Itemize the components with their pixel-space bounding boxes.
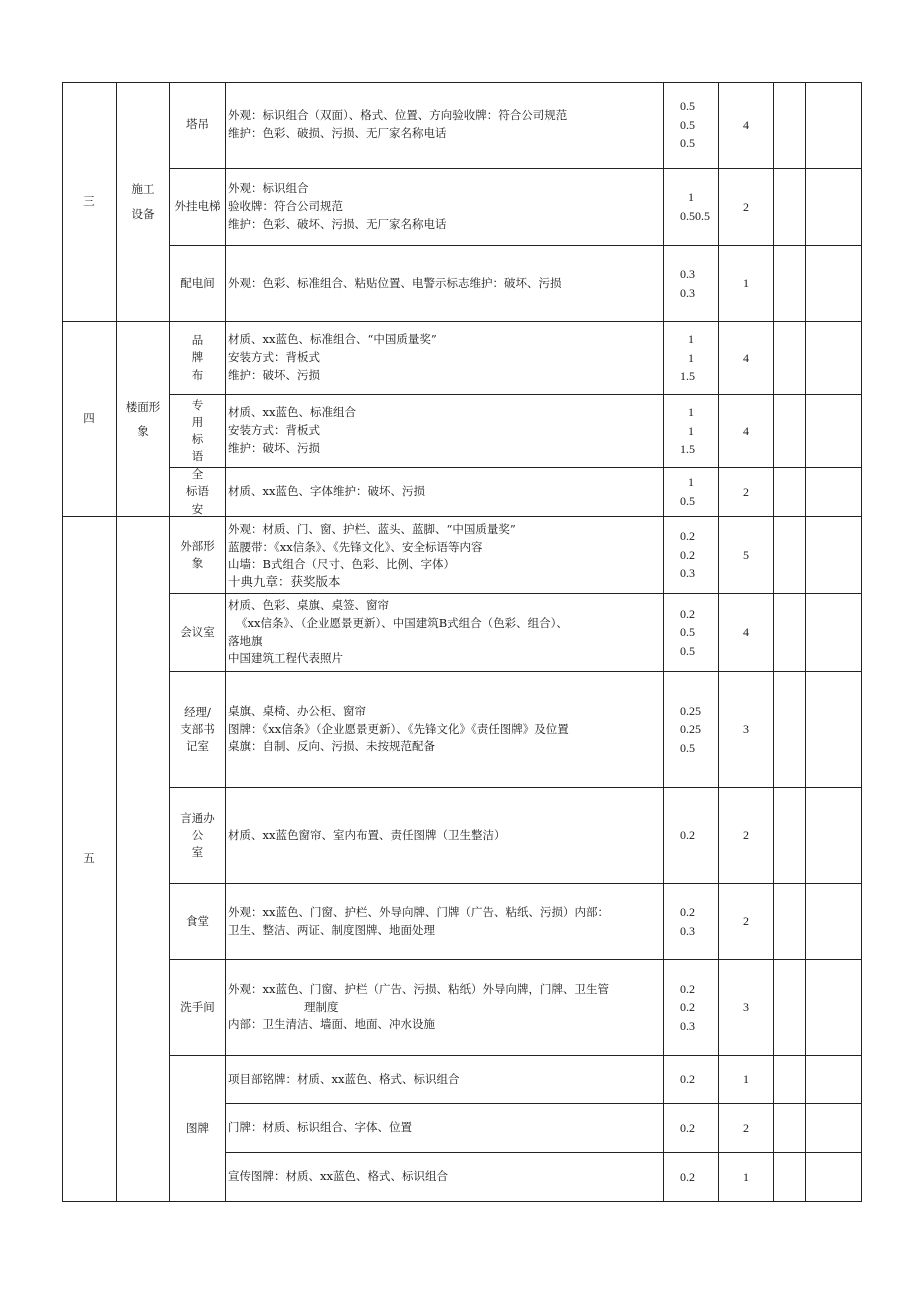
item-total-value: 4 — [743, 117, 749, 132]
item-content-line: 外观：xx蓝色、门窗、护栏、外导向牌、门牌（广告、粘纸、污损）内部： — [228, 904, 609, 919]
item-total-value: 1 — [743, 1072, 749, 1087]
blank-cell-b — [806, 395, 862, 468]
item-score-cell — [664, 82, 719, 169]
item-content-line: 材质、xx蓝色窗帘、室内布置、责任图牌（卫生整洁） — [228, 827, 506, 842]
item-content-line: 桌旗、桌椅、办公柜、窗帘 — [228, 703, 366, 718]
item-score-value: 0.3 — [680, 566, 695, 581]
item-total-value: 2 — [743, 1120, 749, 1135]
item-content-cell — [226, 395, 664, 468]
item-total-cell — [719, 1153, 774, 1202]
item-total-cell — [719, 322, 774, 395]
item-content-cell — [226, 246, 664, 322]
item-content-cell — [226, 672, 664, 788]
item-total-cell — [719, 960, 774, 1056]
item-name-line: 品 — [191, 333, 204, 348]
item-total-value: 2 — [743, 484, 749, 499]
item-score-value: 0.2 — [680, 1169, 695, 1184]
item-total-cell — [719, 788, 774, 884]
item-name-line: 室 — [191, 845, 204, 860]
item-content-line: 安装方式：背板式 — [228, 350, 320, 365]
item-total-value: 2 — [743, 199, 749, 214]
item-score-value: 0.25 — [680, 722, 701, 737]
item-name-line: 经理/ — [184, 704, 211, 719]
item-total-value: 4 — [743, 423, 749, 438]
item-name-cell — [170, 594, 226, 672]
item-score-cell — [664, 960, 719, 1056]
item-score-cell — [664, 788, 719, 884]
item-score-value: 0.5 — [680, 494, 695, 508]
blank-cell-b — [806, 1056, 862, 1104]
blank-cell-a — [774, 246, 806, 322]
blank-cell-a — [774, 82, 806, 169]
section-number-cell — [62, 82, 117, 322]
category-label-line: 楼面形 — [125, 399, 161, 414]
item-content-line: 落地旗 — [228, 633, 263, 648]
item-score-cell — [664, 322, 719, 395]
item-content-line: 门牌：材质、标识组合、字体、位置 — [228, 1120, 412, 1135]
item-score-value: 0.5 — [680, 740, 695, 755]
category-label-line: 施工 — [131, 182, 155, 197]
category-label-line: 设备 — [131, 206, 155, 221]
category-label-line: 象 — [137, 424, 149, 438]
item-score-cell — [664, 672, 719, 788]
item-score-cell — [664, 594, 719, 672]
evaluation-table — [62, 82, 862, 1202]
item-total-cell — [719, 884, 774, 960]
item-name-line: 塔吊 — [186, 117, 209, 132]
item-content-cell — [226, 169, 664, 246]
item-content-line: 外观：材质、门、窗、护栏、蓝头、蓝脚、“中国质量奖” — [228, 521, 516, 536]
item-score-cell — [664, 517, 719, 594]
item-content-line: 《xx信条》、（企业愿景更新）、中国建筑B式组合（色彩、组合）、 — [236, 615, 568, 630]
item-name-cell — [170, 960, 226, 1056]
item-content-line: 维护：色彩、破损、污损、无厂家名称电话 — [228, 126, 447, 140]
item-name-cell — [170, 82, 226, 169]
item-name-cell — [170, 395, 226, 468]
item-content-line: 项目部铭牌：材质、xx蓝色、格式、标识组合 — [228, 1071, 460, 1086]
item-name-line: 用 — [191, 414, 204, 429]
item-total-value: 2 — [743, 828, 749, 843]
item-name-line: 外部形 — [180, 538, 215, 553]
item-score-value: 0.2 — [680, 1072, 695, 1087]
item-score-value: 0.25 — [680, 703, 701, 718]
item-content-line: 宣传图牌：材质、xx蓝色、格式、标识组合 — [228, 1169, 448, 1184]
item-content-line: 维护：色彩、破坏、污损、无厂家名称电话 — [228, 216, 447, 231]
item-score-value: 1 — [688, 405, 694, 420]
blank-cell-a — [774, 395, 806, 468]
blank-cell-b — [806, 594, 862, 672]
item-content-line: 维护：破坏、污损 — [228, 367, 320, 382]
item-score-value: 0.2 — [680, 904, 695, 919]
item-content-line: 卫生、整洁、两证、制度图牌、地面处理 — [228, 922, 435, 937]
item-content-line: 内部：卫生清洁、墙面、地面、冲水设施 — [228, 1017, 435, 1032]
blank-cell-b — [806, 884, 862, 960]
item-total-value: 1 — [743, 276, 749, 291]
item-content-line: 材质、xx蓝色、标准组合、“中国质量奖” — [228, 332, 437, 347]
item-content-cell — [226, 1104, 664, 1153]
item-content-line: 外观：xx蓝色、门窗、护栏（广告、污损、粘纸）外导向牌，门牌、卫生管 — [228, 981, 609, 996]
item-content-cell — [226, 594, 664, 672]
item-name-cell — [170, 517, 226, 594]
item-content-cell — [226, 517, 664, 594]
item-name-line: 支部书 — [180, 721, 215, 736]
item-name-line: 食堂 — [186, 913, 209, 928]
item-name-line: 专 — [191, 397, 204, 412]
category-cell — [117, 322, 170, 517]
item-name-line: 布 — [191, 367, 204, 382]
blank-cell-b — [806, 468, 862, 517]
item-name-line: 外挂电梯 — [174, 199, 221, 214]
section-number: 五 — [83, 851, 95, 866]
item-content-line: 中国建筑工程代表照片 — [228, 651, 343, 666]
blank-cell-b — [806, 788, 862, 884]
category-cell — [117, 517, 170, 1202]
item-content-cell — [226, 960, 664, 1056]
item-score-value: 0.5 — [680, 625, 695, 640]
item-name-line: 洗手间 — [180, 999, 215, 1014]
item-score-cell — [664, 246, 719, 322]
section-number-cell — [62, 322, 117, 517]
item-name-line: 牌 — [191, 350, 204, 365]
blank-cell-a — [774, 672, 806, 788]
item-name-line: 言通办 — [180, 810, 215, 825]
item-score-value: 0.5 — [680, 117, 695, 132]
item-content-line: 外观：色彩、标准组合、粘贴位置、电警示标志维护：破坏、污损 — [228, 275, 562, 290]
item-score-cell — [664, 468, 719, 517]
item-name-line: 标语 — [186, 484, 209, 499]
blank-cell-a — [774, 1153, 806, 1202]
item-total-value: 3 — [743, 722, 749, 737]
item-total-cell — [719, 395, 774, 468]
item-score-value: 1 — [688, 190, 694, 205]
blank-cell-a — [774, 468, 806, 517]
item-score-value: 1.5 — [680, 369, 695, 384]
item-total-cell — [719, 1056, 774, 1104]
item-total-cell — [719, 594, 774, 672]
item-score-value: 0.2 — [680, 1120, 695, 1135]
item-content-cell — [226, 788, 664, 884]
item-content-line: 安装方式：背板式 — [228, 423, 320, 438]
item-score-value: 1 — [688, 332, 694, 347]
item-total-cell — [719, 672, 774, 788]
blank-cell-a — [774, 788, 806, 884]
item-score-value: 0.3 — [680, 285, 695, 300]
item-score-value: 0.2 — [680, 529, 695, 544]
blank-cell-b — [806, 517, 862, 594]
item-score-value: 0.2 — [680, 606, 695, 621]
blank-cell-a — [774, 517, 806, 594]
blank-cell-a — [774, 1104, 806, 1153]
blank-cell-a — [774, 1056, 806, 1104]
blank-cell-a — [774, 884, 806, 960]
item-content-cell — [226, 1153, 664, 1202]
item-total-value: 2 — [743, 914, 749, 929]
item-score-cell — [664, 884, 719, 960]
item-score-value: 1 — [688, 423, 694, 438]
item-score-value: 0.5 — [680, 136, 695, 151]
blank-cell-b — [806, 1104, 862, 1153]
section-number: 三 — [83, 193, 95, 208]
item-score-cell — [664, 1153, 719, 1202]
item-content-line: 理制度 — [304, 999, 339, 1014]
item-name-line: 语 — [191, 449, 204, 464]
item-content-line: 十典九章：获奖版本 — [228, 574, 341, 590]
item-content-line: 验收牌：符合公司规范 — [228, 199, 343, 214]
item-score-value: 0.2 — [680, 828, 695, 843]
item-total-value: 1 — [743, 1169, 749, 1184]
blank-cell-b — [806, 82, 862, 169]
blank-cell-b — [806, 672, 862, 788]
blank-cell-b — [806, 960, 862, 1056]
item-total-value: 4 — [743, 350, 749, 365]
item-content-line: 材质、色彩、桌旗、桌签、窗帘 — [228, 597, 389, 612]
item-content-line: 材质、xx蓝色、标准组合 — [228, 405, 356, 420]
item-score-value: 0.5 — [680, 643, 695, 658]
blank-cell-a — [774, 169, 806, 246]
item-name-line: 全 — [191, 467, 204, 482]
item-score-value: 0.2 — [680, 981, 695, 996]
blank-cell-b — [806, 169, 862, 246]
item-score-cell — [664, 1056, 719, 1104]
item-score-cell — [664, 1104, 719, 1153]
blank-cell-a — [774, 322, 806, 395]
item-name-line: 公 — [191, 827, 204, 842]
item-name-cell — [170, 322, 226, 395]
item-name-cell — [170, 788, 226, 884]
item-content-cell — [226, 1056, 664, 1104]
item-content-line: 桌旗：自制、反向、污损、未按规范配备 — [228, 739, 435, 754]
section-number: 四 — [83, 411, 95, 426]
item-score-value: 1.5 — [680, 442, 695, 457]
blank-cell-a — [774, 960, 806, 1056]
item-score-value: 1 — [688, 350, 694, 365]
item-name-cell — [170, 169, 226, 246]
item-name-line: 图牌 — [186, 1120, 209, 1135]
item-total-cell — [719, 246, 774, 322]
item-score-value: 0.2 — [680, 547, 695, 562]
item-total-value: 4 — [743, 625, 749, 640]
item-name-cell — [170, 884, 226, 960]
item-content-line: 图牌：《xx信条》（企业愿景更新）、《先锋文化》《责任图牌》及位置 — [228, 721, 569, 736]
item-content-line: 蓝腰带：《xx信条》、《先锋文化》、安全标语等内容 — [228, 539, 483, 554]
item-score-value: 1 — [688, 475, 694, 490]
item-content-cell — [226, 468, 664, 517]
item-total-cell — [719, 468, 774, 517]
item-total-cell — [719, 517, 774, 594]
blank-cell-b — [806, 322, 862, 395]
item-name-cell — [170, 246, 226, 322]
item-name-line: 记室 — [186, 739, 209, 754]
item-name-cell — [170, 672, 226, 788]
item-score-value: 0.50.5 — [680, 209, 710, 223]
item-score-cell — [664, 395, 719, 468]
item-total-value: 5 — [743, 547, 749, 562]
item-content-cell — [226, 884, 664, 960]
item-total-value: 3 — [743, 1000, 749, 1015]
item-name-line: 配电间 — [180, 275, 215, 290]
blank-cell-a — [774, 594, 806, 672]
item-score-value: 0.2 — [680, 1000, 695, 1015]
item-name-cell — [170, 468, 226, 517]
item-content-line: 外观：标识组合（双面）、格式、位置、方向验收牌：符合公司规范 — [228, 108, 568, 123]
item-name-line: 标 — [191, 432, 204, 446]
item-content-line: 外观：标识组合 — [228, 181, 309, 196]
section-number-cell — [62, 517, 117, 1202]
item-content-line: 山墙：B式组合（尺寸、色彩、比例、字体） — [228, 557, 455, 572]
category-cell — [117, 82, 170, 322]
item-name-line: 安 — [191, 501, 204, 516]
item-total-cell — [719, 82, 774, 169]
item-content-line: 材质、xx蓝色、字体维护：破坏、污损 — [228, 484, 425, 499]
blank-cell-b — [806, 246, 862, 322]
item-score-value: 0.5 — [680, 99, 695, 114]
item-total-cell — [719, 1104, 774, 1153]
item-content-cell — [226, 82, 664, 169]
item-score-value: 0.3 — [680, 1018, 695, 1033]
item-score-value: 0.3 — [680, 923, 695, 938]
item-score-value: 0.3 — [680, 266, 695, 281]
item-name-line: 会议室 — [180, 624, 215, 639]
item-content-line: 维护：破坏、污损 — [228, 440, 320, 455]
item-name-line: 象 — [191, 556, 204, 570]
item-name-cell — [170, 1056, 226, 1202]
blank-cell-b — [806, 1153, 862, 1202]
item-content-cell — [226, 322, 664, 395]
item-total-cell — [719, 169, 774, 246]
item-score-cell — [664, 169, 719, 246]
